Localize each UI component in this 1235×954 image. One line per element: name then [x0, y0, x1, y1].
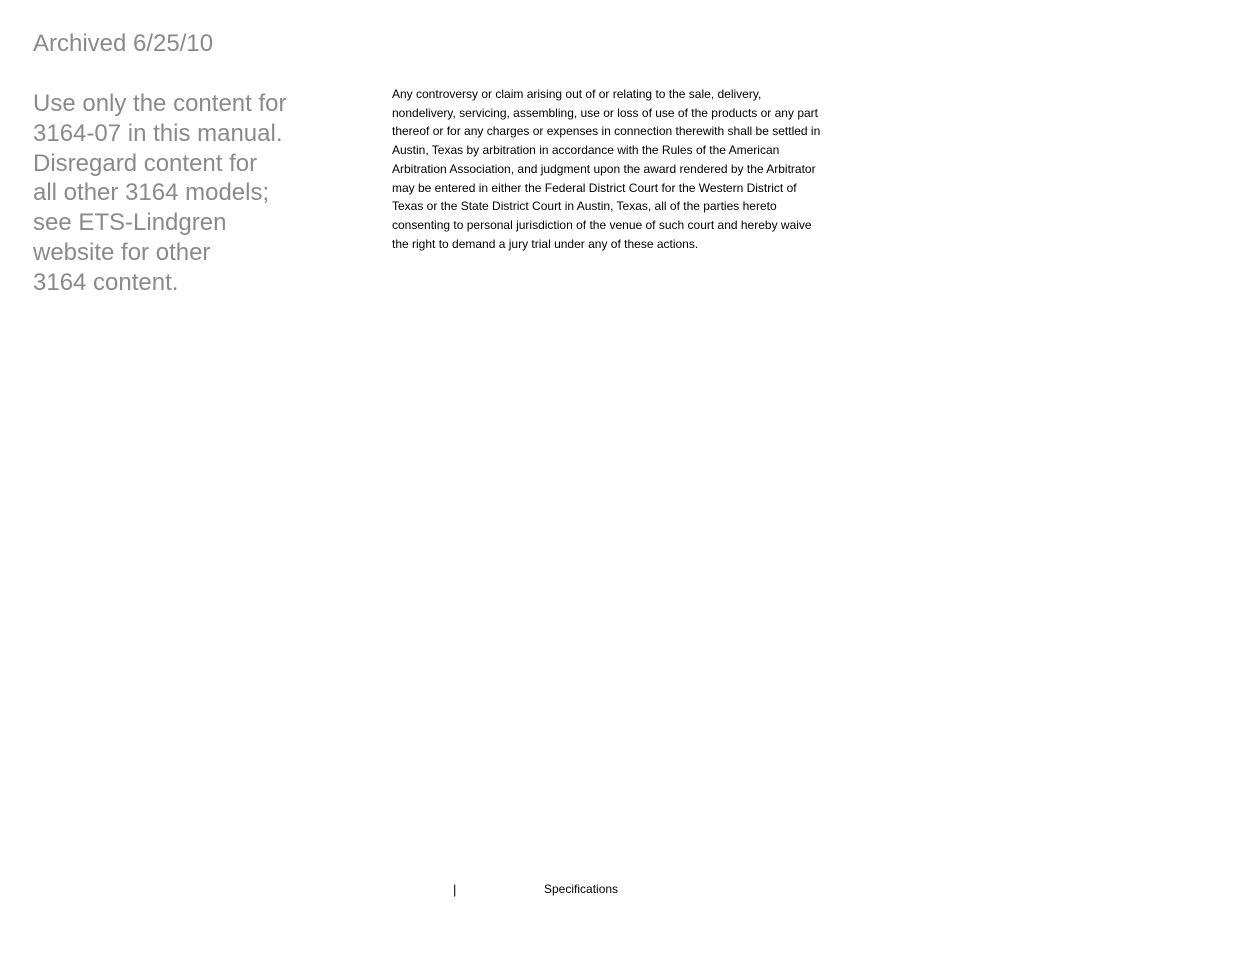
- legal-text-line: thereof or for any charges or expenses in connection therewith shall be settled in: [392, 124, 821, 139]
- archive-instruction-line: Disregard content for: [33, 149, 258, 177]
- archive-instructions: [33, 89, 286, 298]
- archive-instruction-line: website for other: [33, 238, 211, 266]
- legal-text-line: Austin, Texas by arbitration in accordance with the Rules of the American: [392, 143, 780, 158]
- legal-text-line: may be entered in either the Federal District Court for the Western District of: [392, 180, 797, 195]
- legal-text-line: the right to demand a jury trial under any of these actions.: [392, 236, 699, 251]
- arbitration-clause: [392, 85, 820, 253]
- archive-instruction-line: all other 3164 models;: [33, 179, 270, 207]
- archive-note: [33, 29, 286, 298]
- archive-instruction-line: see ETS-Lindgren: [33, 209, 227, 237]
- archive-instruction-line: Use only the content for: [33, 90, 287, 117]
- legal-text-line: nondelivery, servicing, assembling, use or loss of use of the products or any part: [392, 105, 818, 120]
- archive-instruction-line: 3164 content.: [33, 268, 179, 296]
- footer-section-name: Specifications: [544, 882, 619, 896]
- legal-text-line: Arbitration Association, and judgment upon the award rendered by the Arbitrator: [392, 161, 816, 176]
- legal-text-line: consenting to personal jurisdiction of the venue of such court and hereby waive: [392, 217, 812, 232]
- legal-text-line: Texas or the State District Court in Austin, Texas, all of the parties hereto: [392, 199, 777, 214]
- archive-stamp: Archived 6/25/10: [33, 30, 214, 57]
- footer-separator: |: [453, 882, 457, 897]
- archive-instruction-line: 3164-07 in this manual.: [33, 119, 283, 147]
- legal-text-line: Any controversy or claim arising out of or relating to the sale, delivery,: [392, 87, 762, 101]
